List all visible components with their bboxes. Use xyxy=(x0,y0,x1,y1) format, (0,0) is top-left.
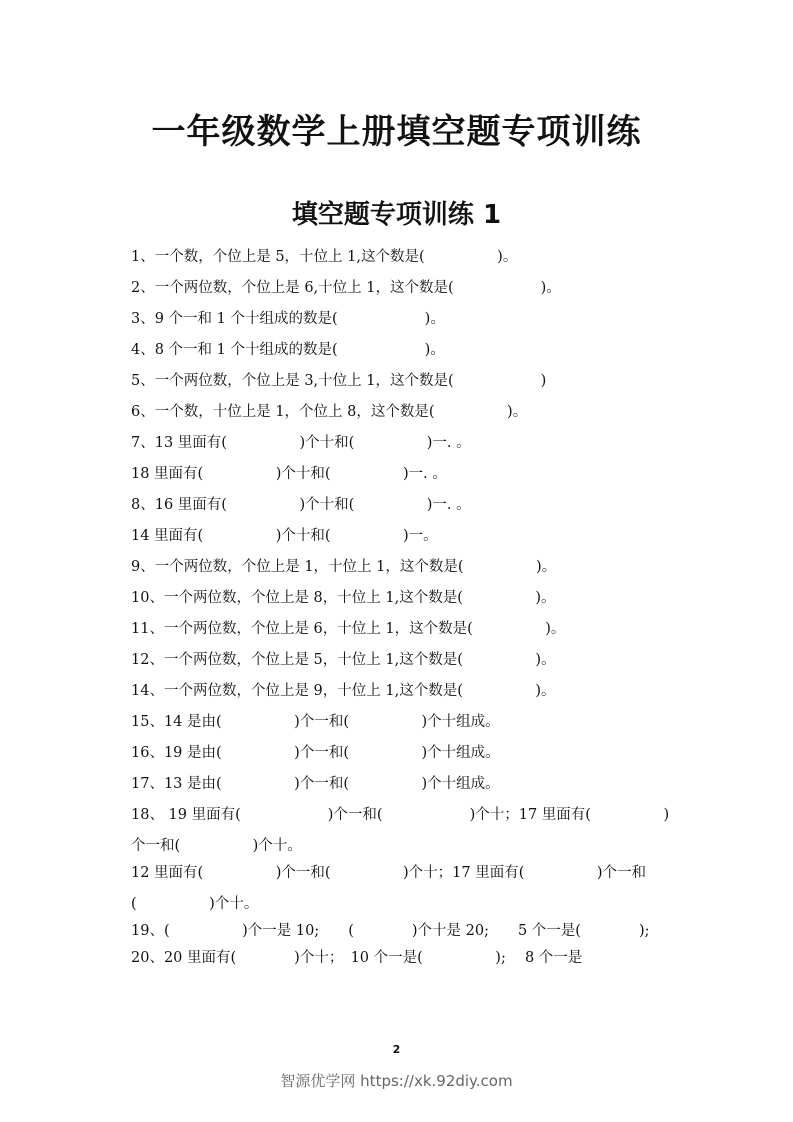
question-line: 14、一个两位数，个位上是 9，十位上 1,这个数是( )。 xyxy=(131,683,556,699)
question-line: 12、一个两位数，个位上是 5，十位上 1,这个数是( )。 xyxy=(131,652,556,668)
question-line: 12 里面有( )个一和( )个十；17 里面有( )个一和( )个十。 xyxy=(131,865,647,912)
document-title: 一年级数学上册填空题专项训练 xyxy=(151,112,642,152)
question-line: 6、一个数，十位上是 1，个位上 8，这个数是( )。 xyxy=(131,404,528,420)
question-line: 15、14 是由( )个一和( )个十组成。 xyxy=(131,714,500,730)
question-line: 8、16 里面有( )个十和( )一. 。 xyxy=(131,497,471,513)
question-line: 1、一个数，个位上是 5，十位上 1,这个数是( )。 xyxy=(131,249,518,265)
question-line: 3、9 个一和 1 个十组成的数是( )。 xyxy=(131,311,445,327)
question-line: 5、一个两位数，个位上是 3,十位上 1，这个数是( ) xyxy=(131,373,547,389)
question-line: 14 里面有( )个十和( )一。 xyxy=(131,528,438,544)
question-line: 2、一个两位数，个位上是 6,十位上 1，这个数是( )。 xyxy=(131,280,561,296)
question-line: 10、一个两位数，个位上是 8，十位上 1,这个数是( )。 xyxy=(131,590,556,606)
question-line: 20、20 里面有( )个十； 10 个一是( ); 8 个一是 xyxy=(131,950,583,966)
question-line: 19、( )个一是 10; ( )个十是 20; 5 个一是( ); xyxy=(131,923,650,939)
question-line: 17、13 是由( )个一和( )个十组成。 xyxy=(131,776,500,792)
page-number: 2 xyxy=(392,1043,401,1056)
question-line: 16、19 是由( )个一和( )个十组成。 xyxy=(131,745,500,761)
question-line: 4、8 个一和 1 个十组成的数是( )。 xyxy=(131,342,445,358)
question-line: 18 里面有( )个十和( )一. 。 xyxy=(131,466,447,482)
question-line: 18、 19 里面有( )个一和( )个十；17 里面有( )个一和( )个十。 xyxy=(131,807,670,854)
question-line: 9、一个两位数，个位上是 1，十位上 1，这个数是( )。 xyxy=(131,559,557,575)
question-list xyxy=(131,246,676,974)
watermark: 智源优学网 https://xk.92diy.com xyxy=(280,1072,513,1090)
section-title: 填空题专项训练 1 xyxy=(291,200,502,230)
question-line: 11、一个两位数，个位上是 6，十位上 1，这个数是( )。 xyxy=(131,621,566,637)
question-line: 7、13 里面有( )个十和( )一. 。 xyxy=(131,435,471,451)
